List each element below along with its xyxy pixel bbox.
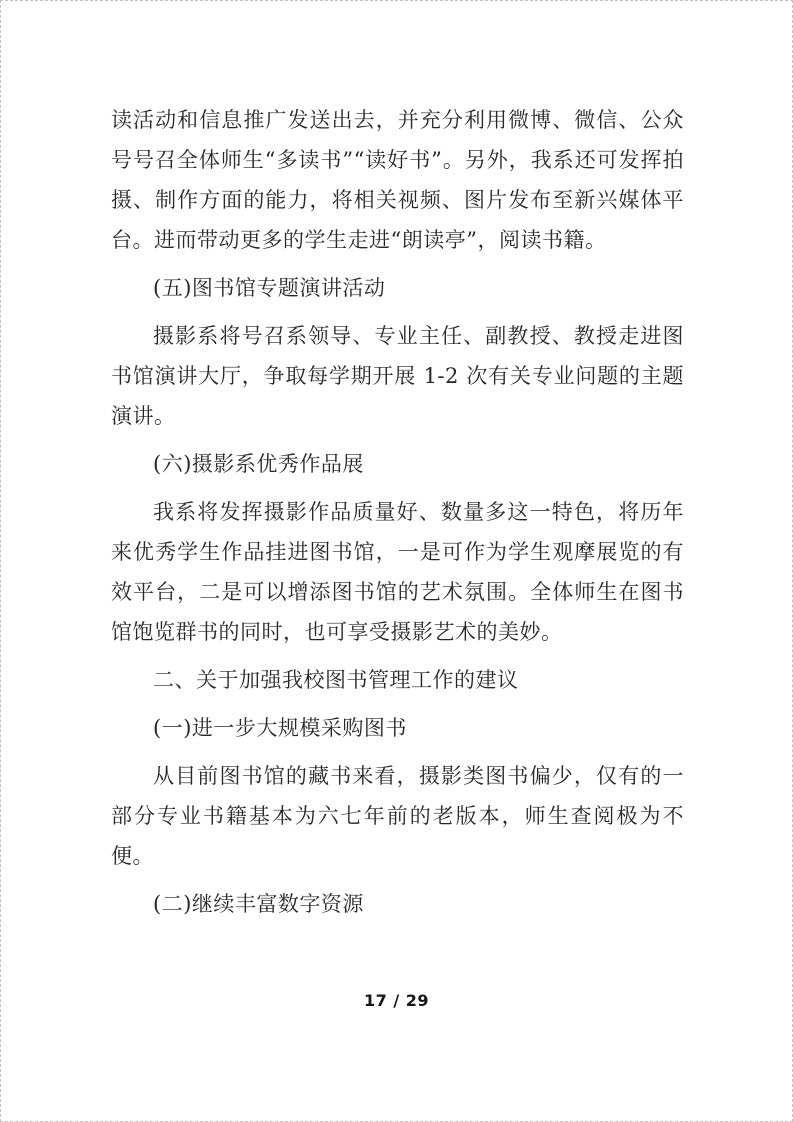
- document-content: [1, 1, 792, 924]
- body-paragraph: 我系将发挥摄影作品质量好、数量多这一特色，将历年来优秀学生作品挂进图书馆，一是可作为学生观摩展览的有效平台，二是可以增添图书馆的艺术氛围。全体师生在图书馆饱览群书的同时，也可享受摄影艺术的美妙。: [111, 500, 684, 644]
- page-number: [1, 991, 792, 1010]
- section-heading: (一)进一步大规模采购图书: [153, 716, 407, 740]
- body-paragraph: 摄影系将号召系领导、专业主任、副教授、教授走进图书馆演讲大厅，争取每学期开展 1-2 次有关专业问题的主题演讲。: [111, 324, 684, 428]
- section-heading: (五)图书馆专题演讲活动: [153, 276, 386, 300]
- body-paragraph: 读活动和信息推广发送出去，并充分利用微博、微信、公众号号召全体师生“多读书”“读好书”。另外，我系还可发挥拍摄、制作方面的能力，将相关视频、图片发布至新兴媒体平台。进而带动更多的学生走进“朗读亭”，阅读书籍。: [111, 108, 684, 252]
- section-heading: (六)摄影系优秀作品展: [153, 452, 364, 476]
- section-heading: (二)继续丰富数字资源: [153, 892, 364, 916]
- page-number-text: 17 / 29: [363, 991, 429, 1010]
- section-heading: 二、关于加强我校图书管理工作的建议: [153, 668, 519, 692]
- body-paragraph: 从目前图书馆的藏书来看，摄影类图书偏少，仅有的一部分专业书籍基本为六七年前的老版本，师生查阅极为不便。: [111, 764, 684, 868]
